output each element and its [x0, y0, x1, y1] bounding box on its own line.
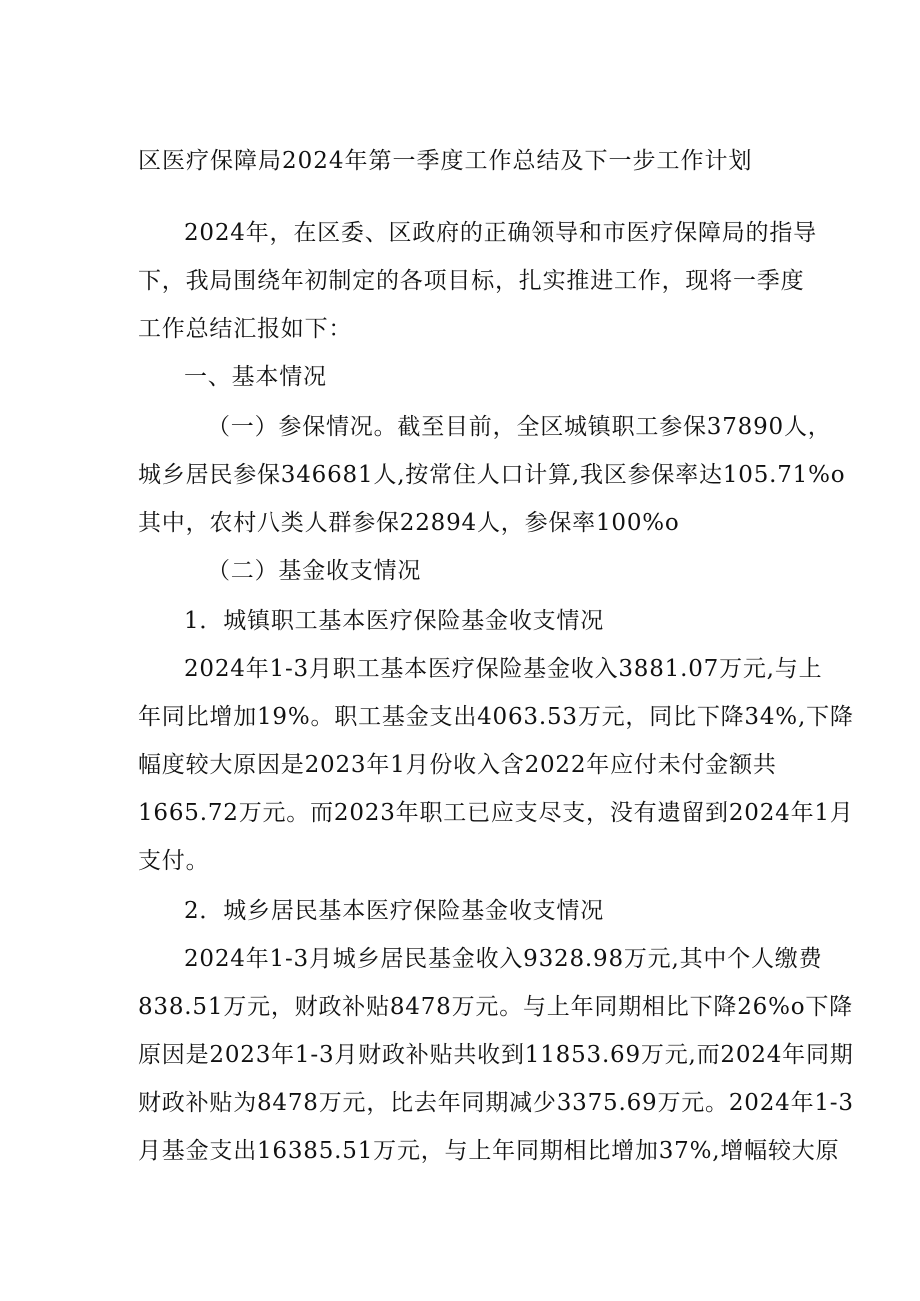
paragraph-line: 2024年1-3月城乡居民基金收入9328.98万元,其中个人缴费: [184, 946, 823, 972]
paragraph-line: 幅度较大原因是2023年1月份收入含2022年应付未付金额共: [138, 752, 777, 778]
subsection-heading: （一）参保情况。截至目前，全区城镇职工参保37890人，: [207, 414, 832, 440]
subsection-heading: （二）基金收支情况: [207, 558, 422, 584]
paragraph-line: 下，我局围绕年初制定的各项目标，扎实推进工作，现将一季度: [138, 268, 805, 294]
paragraph-line: 2024年1-3月职工基本医疗保险基金收入3881.07万元,与上: [184, 656, 823, 682]
paragraph-line: 城乡居民参保346681人,按常住人口计算,我区参保率达105.71%o: [138, 462, 846, 488]
item-heading: 2．城乡居民基本医疗保险基金收支情况: [184, 898, 605, 924]
paragraph-line: 工作总结汇报如下：: [138, 316, 353, 342]
paragraph-line: 其中，农村八类人群参保22894人，参保率100%o: [138, 510, 680, 536]
paragraph-line: 1665.72万元。而2023年职工已应支尽支，没有遗留到2024年1月: [138, 800, 854, 826]
document-title: 区医疗保障局2024年第一季度工作总结及下一步工作计划: [138, 148, 753, 174]
paragraph-line: 年同比增加19%。职工基金支出4063.53万元，同比下降34%,下降: [138, 704, 854, 730]
section-heading: 一、基本情况: [184, 364, 327, 390]
item-heading: 1．城镇职工基本医疗保险基金收支情况: [184, 608, 605, 634]
paragraph-line: 支付。: [138, 848, 210, 874]
paragraph-line: 2024年，在区委、区政府的正确领导和市医疗保障局的指导: [184, 220, 817, 246]
paragraph-line: 原因是2023年1-3月财政补贴共收到11853.69万元,而2024年同期: [138, 1042, 854, 1068]
paragraph-line: 财政补贴为8478万元，比去年同期减少3375.69万元。2024年1-3: [138, 1090, 854, 1116]
paragraph-line: 月基金支出16385.51万元，与上年同期相比增加37%,增幅较大原: [138, 1138, 840, 1164]
paragraph-line: 838.51万元，财政补贴8478万元。与上年同期相比下降26%o下降: [138, 994, 853, 1020]
